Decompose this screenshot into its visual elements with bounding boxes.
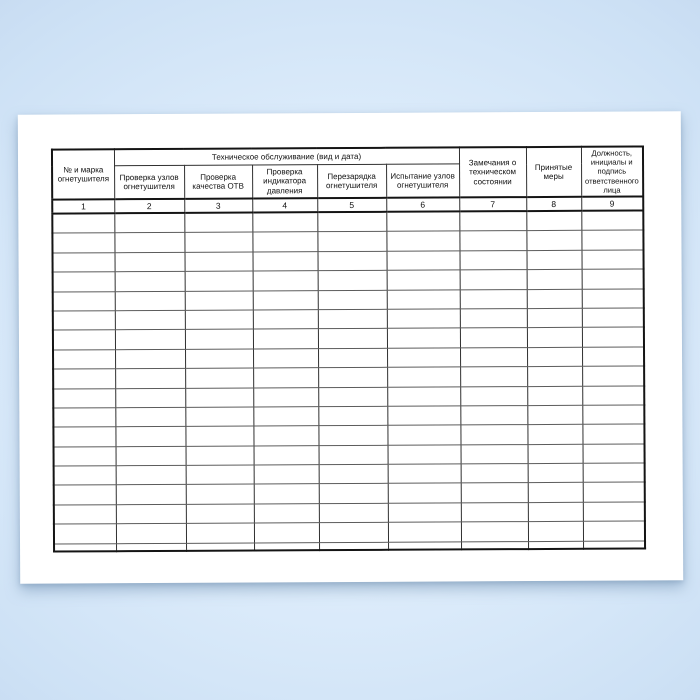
empty-log-cell [460,367,527,387]
empty-log-cell [526,250,581,270]
empty-log-cell [186,465,254,485]
empty-log-cell [185,329,253,349]
empty-log-cell [254,542,319,550]
empty-log-cell [53,272,115,292]
empty-log-cell [461,464,528,484]
empty-log-cell [318,270,387,290]
empty-log-cell [53,253,115,273]
empty-log-cell [319,445,388,465]
empty-log-cell [581,230,643,250]
empty-log-cell [319,484,388,504]
empty-log-cell [254,465,319,485]
empty-log-cell [387,309,460,329]
empty-log-cell [459,250,526,270]
empty-log-cell [53,349,115,369]
empty-log-cell [388,464,461,484]
header-test-units: Испытание узлов огнетушителя [386,164,459,198]
empty-log-cell [387,367,460,387]
empty-log-cell [319,542,388,550]
empty-log-cell [583,541,645,549]
header-maintenance-group: Техническое обслуживание (вид и дата) [114,147,459,165]
empty-log-cell [387,348,460,368]
empty-log-cell [185,291,253,311]
empty-log-cell [387,406,460,426]
empty-log-cell [582,308,644,328]
empty-log-cell [526,231,581,251]
empty-log-cell [53,291,115,311]
empty-log-cell [115,349,185,369]
empty-log-cell [254,504,319,524]
empty-log-cell [318,426,387,446]
empty-log-cell [527,405,582,425]
empty-log-cell [460,405,527,425]
column-number-cell: 7 [459,197,526,211]
empty-log-cell [528,522,583,542]
empty-log-cell [252,251,317,271]
empty-log-cell [386,231,459,251]
empty-log-cell [387,386,460,406]
column-number-cell: 9 [581,196,643,210]
empty-log-cell [527,347,582,367]
empty-log-cell [116,465,186,485]
empty-log-cell [318,290,387,310]
empty-log-cell [186,484,254,504]
empty-log-cell [460,289,527,309]
empty-log-cell [253,368,318,388]
header-measures-taken: Принятые меры [526,147,581,197]
header-check-units: Проверка узлов огнетушителя [114,165,184,199]
empty-log-cell [116,446,186,466]
empty-log-cell [460,386,527,406]
empty-log-cell [318,348,387,368]
empty-log-cell [319,523,388,543]
empty-log-cell [317,232,386,252]
empty-log-cell [185,388,253,408]
header-recharge: Перезарядка огнетушителя [317,164,386,198]
empty-log-cell [53,408,115,428]
empty-log-cell [184,252,252,272]
empty-log-cell [53,330,115,350]
empty-log-cell [527,328,582,348]
empty-log-cell [254,445,319,465]
empty-log-cell [319,464,388,484]
empty-log-cell [582,289,644,309]
empty-log-cell [459,231,526,251]
empty-log-cell [387,328,460,348]
empty-log-cell [114,233,184,253]
empty-log-cell [186,543,254,551]
empty-log-cell [253,271,318,291]
empty-log-cell [581,210,643,230]
empty-log-cell [186,523,254,543]
header-extinguisher-number-and-brand: № и марка огнетушителя [52,149,114,199]
empty-log-cell [387,425,460,445]
empty-log-cell [254,484,319,504]
empty-log-cell [527,289,582,309]
empty-log-cell [54,524,116,544]
empty-log-cell [317,251,386,271]
empty-log-cell [528,502,583,522]
empty-log-cell [582,366,644,386]
empty-log-cell [461,541,528,549]
empty-log-cell [115,388,185,408]
empty-log-cell [527,386,582,406]
empty-log-cell [527,425,582,445]
empty-log-cell [528,463,583,483]
header-check-pressure-indicator: Проверка индикатора давления [252,165,317,199]
empty-log-cell [460,347,527,367]
empty-log-cell [318,367,387,387]
empty-log-cell [582,327,644,347]
empty-log-cell [116,543,186,551]
empty-log-cell [185,271,253,291]
empty-log-cell [318,406,387,426]
empty-log-cell [582,347,644,367]
empty-log-cell [582,385,644,405]
empty-log-cell [253,310,318,330]
paper-sheet [18,111,683,583]
empty-log-cell [185,407,253,427]
empty-log-cell [388,445,461,465]
empty-log-cell [52,233,114,253]
empty-log-cell [460,270,527,290]
column-number-cell: 6 [386,197,459,211]
empty-log-cell [115,291,185,311]
empty-log-cell [386,251,459,271]
empty-log-cell [253,329,318,349]
empty-log-cell [115,368,185,388]
empty-log-cell [252,212,317,232]
empty-log-cell [583,482,645,502]
header-row-main [52,146,643,166]
maintenance-log-table [51,145,646,552]
empty-log-cell [184,213,252,233]
empty-log-cell [583,463,645,483]
column-number-cell: 5 [317,198,386,212]
empty-log-cell [54,466,116,486]
empty-log-cell [318,387,387,407]
header-check-agent-quality: Проверка качества ОТВ [184,165,252,199]
column-number-cell: 3 [184,199,252,213]
empty-log-cell [460,309,527,329]
empty-log-cell [461,444,528,464]
empty-log-cell [253,290,318,310]
column-number-cell: 1 [52,199,114,213]
empty-log-cell [253,407,318,427]
column-number-cell: 8 [526,197,581,211]
empty-log-cell [460,328,527,348]
empty-log-cell [388,483,461,503]
empty-log-cell [582,269,644,289]
empty-log-cell [317,212,386,232]
empty-log-cell [527,308,582,328]
header-position-signature: Должность, инициалы и подпись ответственного лица [581,146,643,196]
empty-log-cell [582,424,644,444]
empty-log-cell [528,483,583,503]
empty-log-cell [53,311,115,331]
empty-log-cell [115,310,185,330]
column-number-cell: 2 [114,199,184,213]
empty-log-cell [388,503,461,523]
empty-log-cell [54,446,116,466]
empty-log-cell [115,407,185,427]
empty-log-cell [114,213,184,233]
empty-log-cell [254,523,319,543]
empty-log-cell [116,524,186,544]
empty-log-cell [319,503,388,523]
empty-log-cell [387,270,460,290]
empty-log-cell [114,252,184,272]
empty-log-cell [461,502,528,522]
empty-log-cell [386,211,459,231]
empty-log-cell [115,427,185,447]
column-number-cell: 4 [252,198,317,212]
empty-log-cell [527,366,582,386]
empty-log-cell [116,485,186,505]
empty-log-cell [318,309,387,329]
empty-log-cell [528,444,583,464]
empty-log-cell [185,368,253,388]
empty-log-cell [387,289,460,309]
empty-log-cell [185,426,253,446]
empty-log-cell [461,483,528,503]
empty-log-cell [460,425,527,445]
empty-log-cell [185,310,253,330]
empty-log-cell [54,485,116,505]
empty-log-cell [184,232,252,252]
empty-log-cell [581,250,643,270]
empty-log-cell [116,504,186,524]
empty-log-cell [115,330,185,350]
empty-log-cell [583,444,645,464]
empty-log-cell [388,542,461,550]
empty-log-cell [53,427,115,447]
empty-log-cell [186,446,254,466]
empty-log-cell [53,369,115,389]
empty-log-cell [318,329,387,349]
empty-log-cell [186,504,254,524]
empty-log-cell [53,388,115,408]
header-technical-remarks: Замечания о техническом состоянии [459,147,526,197]
empty-log-cell [459,211,526,231]
empty-log-cell [185,349,253,369]
empty-log-cell [54,505,116,525]
empty-log-cell [583,521,645,541]
empty-log-cell [252,232,317,252]
empty-log-cell [461,522,528,542]
empty-log-cell [582,405,644,425]
empty-log-cell [54,543,116,551]
empty-log-cell [253,387,318,407]
empty-log-cell [52,213,114,233]
empty-log-cell [253,426,318,446]
empty-log-cell [528,541,583,549]
empty-log-cell [527,269,582,289]
empty-log-cell [115,272,185,292]
empty-log-cell [253,348,318,368]
empty-log-cell [583,502,645,522]
empty-log-cell [388,522,461,542]
empty-log-cell [526,211,581,231]
